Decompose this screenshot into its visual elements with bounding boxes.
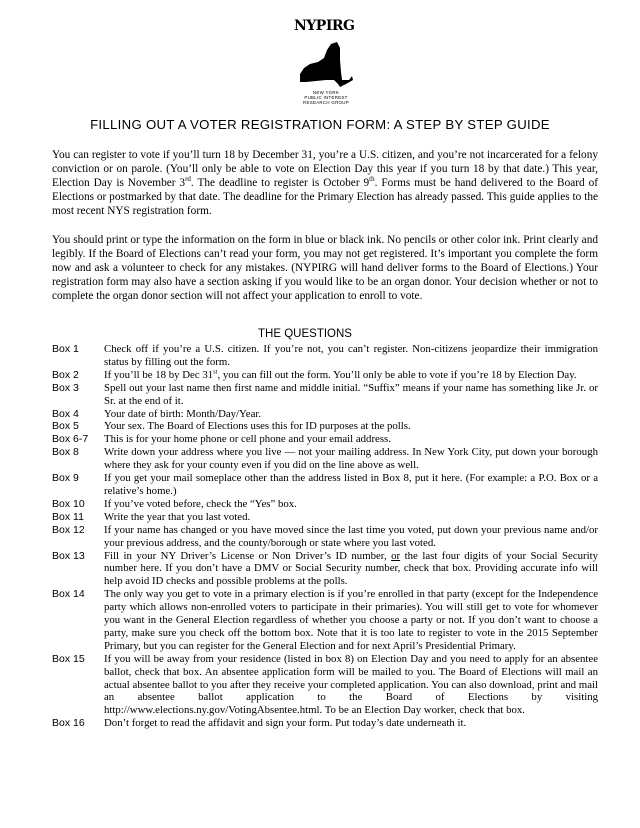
box-label: Box 6-7	[52, 433, 89, 446]
question-row	[52, 382, 598, 408]
box-label: Box 14	[52, 588, 85, 601]
page-title: FILLING OUT A VOTER REGISTRATION FORM: A STEP BY STEP GUIDE	[90, 117, 550, 132]
logo-title: NYPIRG	[294, 18, 355, 34]
box-instruction	[104, 550, 598, 589]
question-row	[52, 472, 598, 498]
question-row	[52, 588, 598, 653]
logo-caption-line: RESEARCH GROUP	[303, 100, 349, 106]
question-row	[52, 498, 598, 511]
ordinal-suffix: st	[213, 368, 218, 376]
box-instruction: The only way you get to vote in a primary election is if you’re enrolled in that party (except for the Independence party which allows non-enrolled voters to participate in their primaries). You will still get to vote for whomever you want in the General Election regardless of whether you choose a party or not. If you don’t want to choose a party, make sure you check off the bottom box. Note that it is too late to register to vote in the 2015 September Primary, but you can register for the General Election and for next April’s Presidential Primary.	[104, 588, 598, 652]
box-label: Box 11	[52, 510, 84, 523]
box-instruction: Don’t forget to read the affidavit and sign your form. Put today’s date underneath it.	[104, 717, 467, 730]
question-row	[52, 511, 598, 524]
box-label: Box 8	[52, 446, 79, 459]
box-instruction: Spell out your last name then first name and middle initial. “Suffix” means if your name has something like Jr. or Sr. at the end of it.	[104, 381, 598, 407]
box-instruction: Write down your address where you live — not your mailing address. In New York City, put down your borough where they ask for your county even if you did on the line above as well.	[104, 446, 598, 472]
questions-heading: THE QUESTIONS	[258, 328, 352, 340]
instruction-text: , you can fill out the form. You’ll only be able to vote if you’re 18 by Election Day.	[217, 368, 577, 381]
box-label: Box 16	[52, 717, 85, 730]
box-instruction: If your name has changed or you have moved since the last time you voted, put down your previous name and/or your previous address, and the county/borough or state where you last voted.	[104, 523, 598, 549]
box-instruction	[104, 369, 598, 382]
box-instruction: If you will be away from your residence (listed in box 8) on Election Day and you need to apply for an absentee ballot, check that box. An absentee application form will be mailed to you. The Board of Elections will mail an actual absentee ballot to you after they receive your completed application. You can also download, print and mail an absentee ballot application to the Board of Elections by visiting http://www.elections.ny.gov/VotingAbsentee.html. To be an Election Day worker, check that box.	[104, 652, 598, 717]
box-instruction: Your date of birth: Month/Day/Year.	[104, 407, 262, 420]
instruction-text: Fill in your NY Driver’s License or Non Driver’s ID number,	[104, 549, 392, 562]
box-instruction: If you’ve voted before, check the “Yes” box.	[104, 497, 297, 510]
intro-text: You can register to vote if you’ll turn 18 by December 31, you’re a U.S. citizen, and you’re not incarcerated for a felony conviction or on parole. (You’ll only be able to vote on Election Day this year if you turn 18 by that date.) This year, Election Day is November 3	[52, 149, 598, 189]
box-label: Box 9	[52, 472, 79, 485]
box-label: Box 2	[52, 368, 79, 381]
intro-paragraph-2: You should print or type the information on the form in blue or black ink. No pencils or other color ink. Print clearly and legibly. If the Board of Elections can’t read your form, you may not get registered. It’s important you complete the form now and ask a volunteer to check for any mistakes. (NYPIRG will hand deliver forms to the Board of Elections.) Your registration form may also have a section asking if you would like to be an organ donor. Your decision whether or not to complete the organ donor section will not affect your application to enroll to vote.	[52, 234, 598, 302]
logo-caption-line: NEW YORK	[312, 90, 340, 95]
question-row	[52, 369, 598, 382]
box-label: Box 12	[52, 523, 85, 536]
ordinal-suffix: th	[369, 175, 375, 184]
new-york-state-map-icon	[294, 40, 354, 92]
box-instruction: This is for your home phone or cell phone and your email address.	[104, 433, 391, 446]
question-row	[52, 446, 598, 472]
box-label: Box 1	[52, 343, 79, 355]
question-row	[52, 420, 598, 433]
box-instruction: Check off if you’re a U.S. citizen. If you’re not, you can’t register. Non-citizens jeopardize their immigration status by filling out the form.	[104, 343, 598, 368]
box-label: Box 5	[52, 420, 79, 433]
box-label: Box 13	[52, 549, 85, 562]
question-row	[52, 433, 598, 446]
question-row	[52, 717, 598, 730]
question-row	[52, 408, 598, 421]
ordinal-suffix: rd	[185, 175, 191, 184]
question-row	[52, 653, 598, 718]
intro-text: . Forms must be hand delivered to the Board of Elections or postmarked by that date. The deadline for the Primary Election has already passed. This guide applies to the most recent NYS registration form.	[52, 177, 598, 217]
box-label: Box 3	[52, 381, 79, 394]
box-instruction: Your sex. The Board of Elections uses this for ID purposes at the polls.	[104, 420, 411, 433]
nypirg-logo	[294, 18, 354, 112]
instruction-text: the last four digits of your Social Security number here. If you don’t have a DMV or Social Security number, check that box. Providing accurate info will help avoid ID checks and possible problems at the polls.	[104, 549, 599, 588]
question-row	[52, 524, 598, 550]
logo-caption-line: PUBLIC INTEREST	[304, 95, 348, 101]
box-instruction: If you get your mail someplace other than the address listed in Box 8, put it here. (For example: a P.O. Box or a relative’s home.)	[104, 472, 598, 497]
questions-list	[52, 343, 598, 730]
instruction-text: If you’ll be 18 by Dec 31	[104, 368, 214, 381]
box-label: Box 10	[52, 497, 85, 510]
box-label: Box 15	[52, 652, 85, 665]
underlined-word: or	[391, 549, 401, 562]
intro-paragraph-1	[52, 148, 598, 218]
intro-text: . The deadline to register is October 9	[190, 177, 370, 189]
box-label: Box 4	[52, 407, 79, 420]
question-row	[52, 550, 598, 589]
logo-caption	[298, 90, 354, 106]
question-row	[52, 343, 598, 369]
box-instruction: Write the year that you last voted.	[104, 510, 251, 523]
